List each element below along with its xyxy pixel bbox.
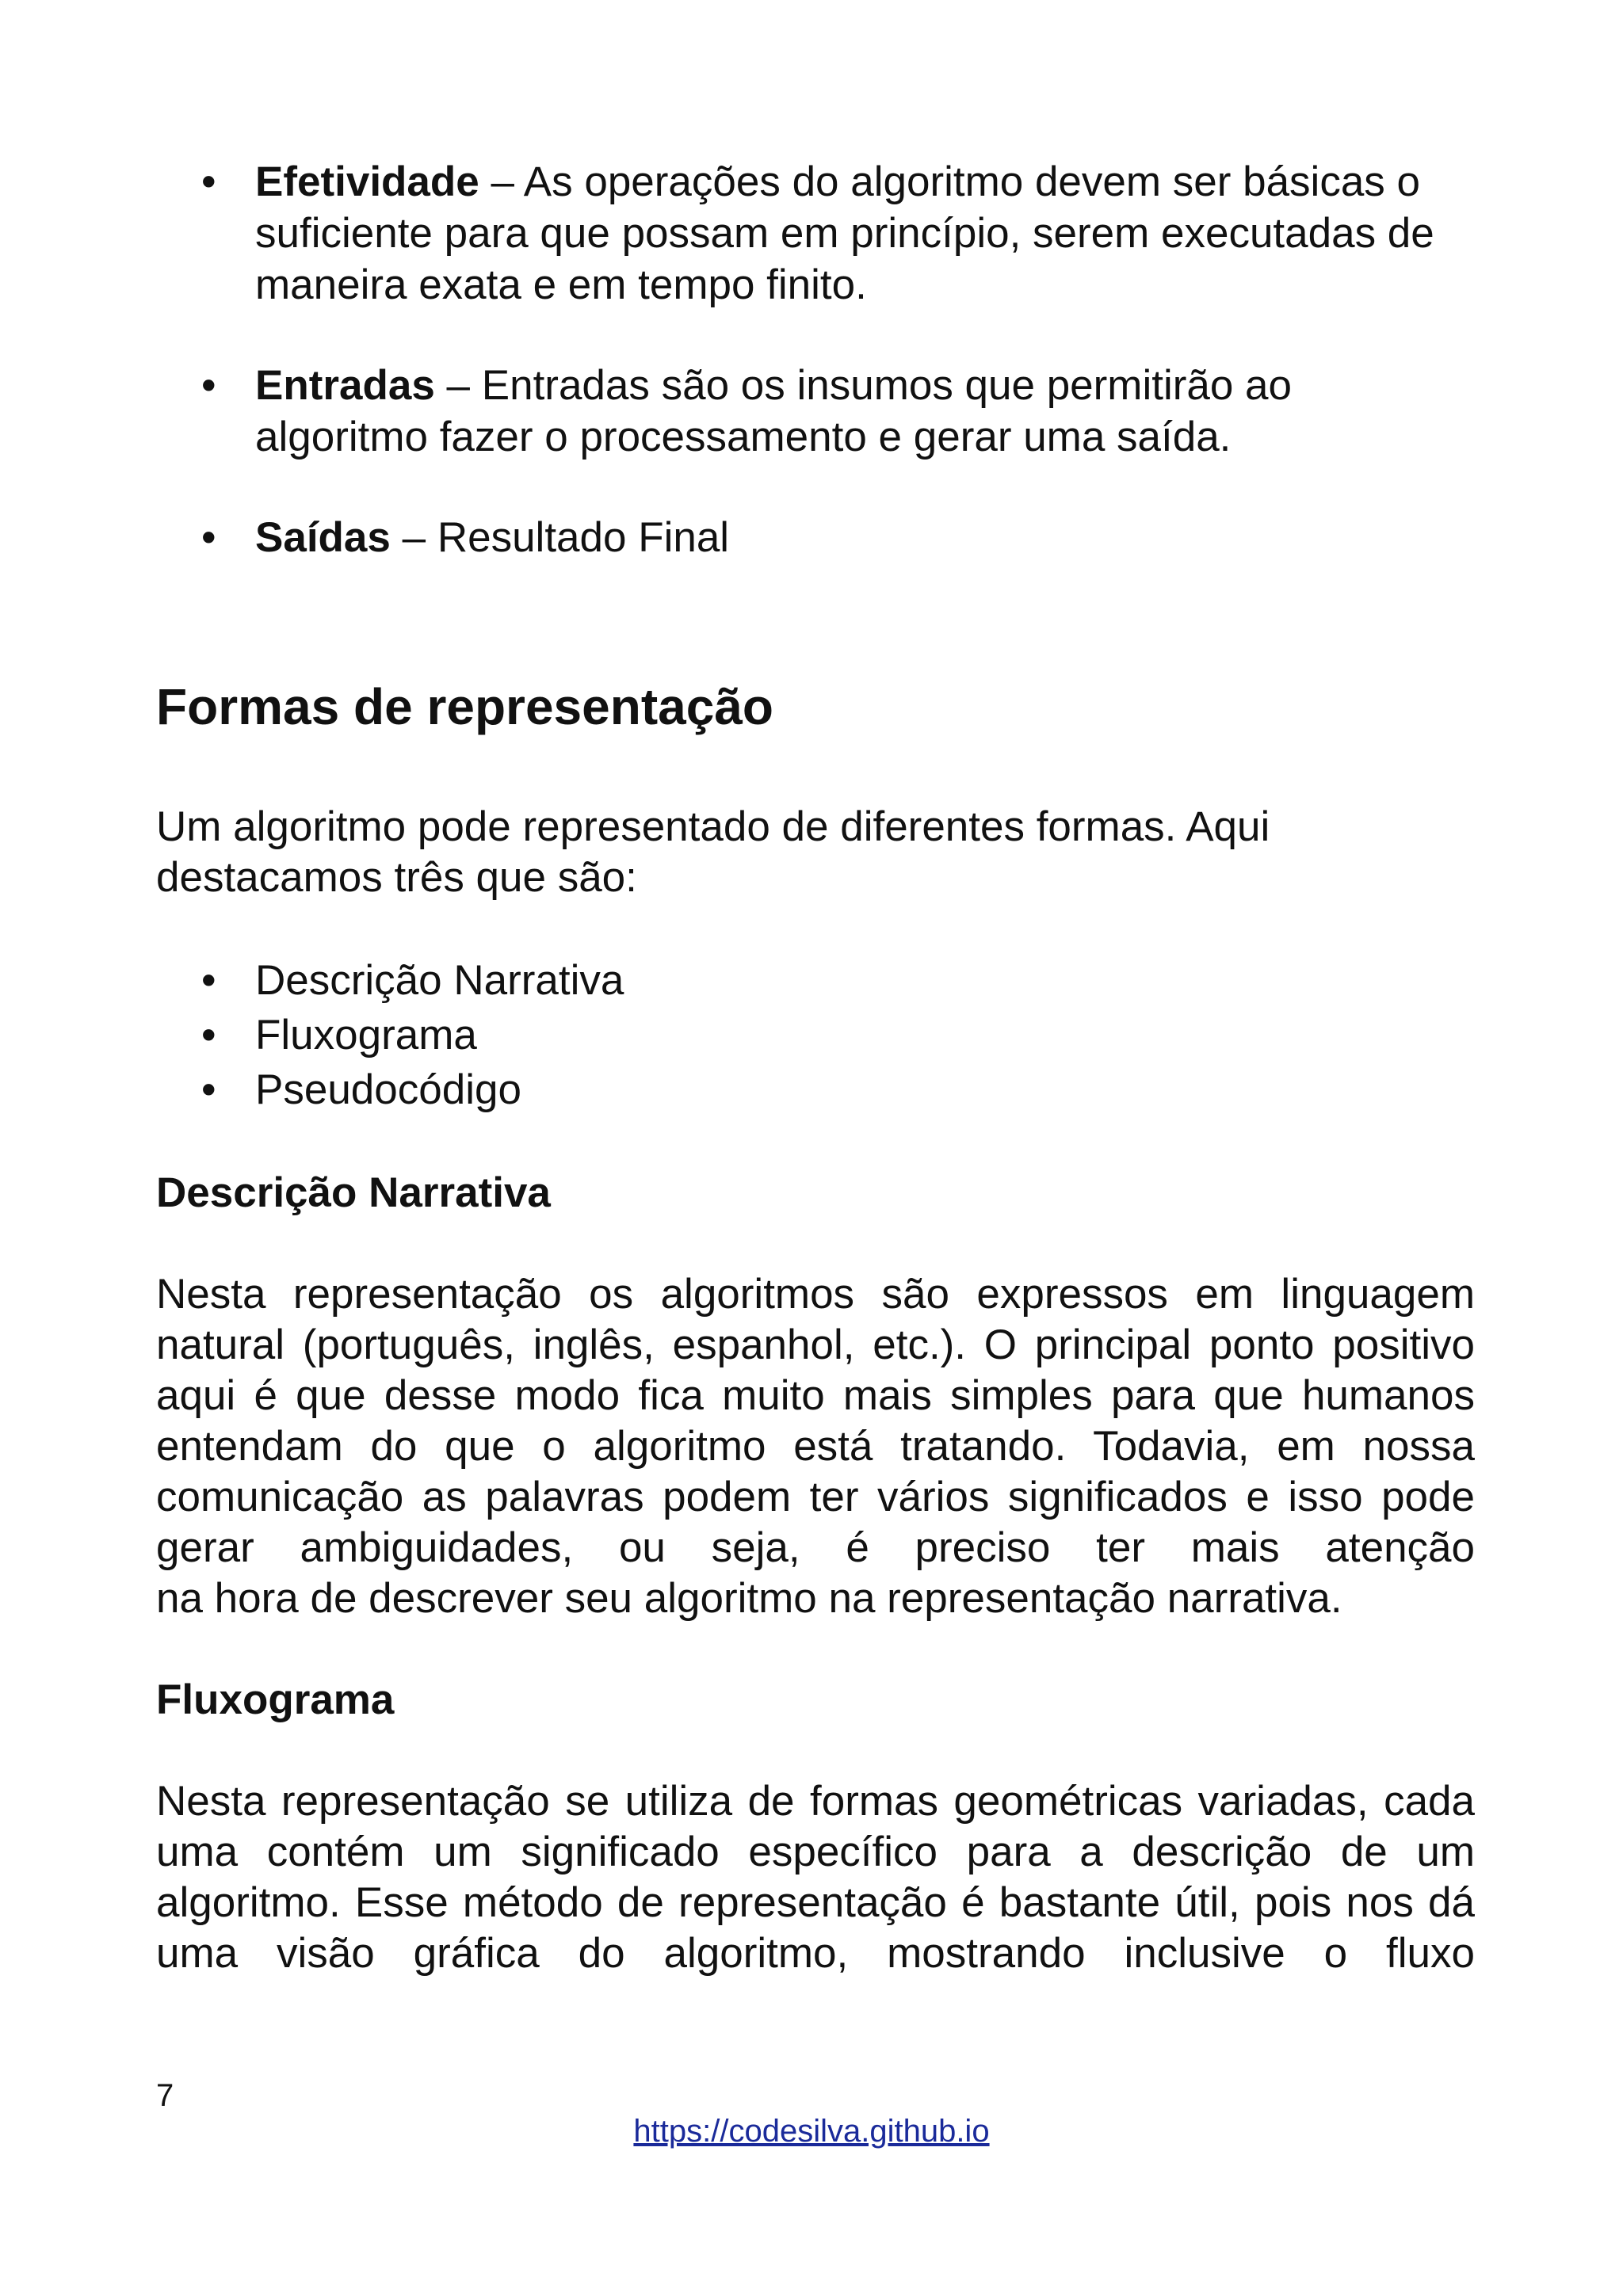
form-label: Fluxograma bbox=[255, 1012, 477, 1058]
footer-link[interactable]: https://codesilva.github.io bbox=[633, 2114, 990, 2149]
page-number: 7 bbox=[156, 2078, 174, 2113]
bullet-icon: • bbox=[201, 1012, 216, 1058]
term-label: Saídas bbox=[255, 514, 391, 561]
bullet-icon: • bbox=[201, 362, 216, 409]
term-label: Efetividade bbox=[255, 158, 479, 205]
narrativa-paragraph bbox=[156, 1269, 1475, 1573]
characteristics-list bbox=[156, 156, 1475, 612]
narrativa-body: Nesta representação os algoritmos são expressos em linguagem natural (português, inglês, espanhol, etc.). O principal ponto positivo aqui é que desse modo fica muito mais simples para que humanos entendam do que o algoritmo está tratando. Todavia, em nossa comunicação as palavras podem ter vários significados e isso pode gerar ambiguidades, ou seja, é preciso ter mais atenção bbox=[156, 1271, 1475, 1571]
subheading-descricao-narrativa: Descrição Narrativa bbox=[156, 1169, 551, 1216]
fluxograma-paragraph: Nesta representação se utiliza de formas geométricas variadas, cada uma contém um significado específico para a descrição de um algoritmo. Esse método de representação é bastante útil, pois nos dá uma visão gráfica do algoritmo, mostrando inclusive o fluxo bbox=[156, 1778, 1475, 1977]
form-label: Descrição Narrativa bbox=[255, 957, 624, 1004]
bullet-icon: • bbox=[201, 1066, 216, 1113]
intro-paragraph: Um algoritmo pode representado de diferentes formas. Aqui destacamos três que são: bbox=[156, 803, 1270, 901]
section-heading: Formas de representação bbox=[156, 678, 773, 735]
subheading-fluxograma: Fluxograma bbox=[156, 1676, 395, 1723]
bullet-icon: • bbox=[201, 514, 216, 561]
term-description: – Entradas são os insumos que permitirão ao algoritmo fazer o processamento e gerar uma saída. bbox=[255, 362, 1293, 460]
list-item-pseudocodigo bbox=[156, 1062, 1475, 1117]
term-description: – Resultado Final bbox=[390, 514, 730, 561]
bullet-icon: • bbox=[201, 158, 216, 205]
list-item-entradas bbox=[156, 360, 1475, 463]
list-item-saidas bbox=[156, 512, 1475, 563]
list-item-fluxograma bbox=[156, 1008, 1475, 1062]
forms-list bbox=[156, 953, 1475, 1117]
list-item-descricao-narrativa bbox=[156, 953, 1475, 1008]
list-item-efetividade bbox=[156, 156, 1475, 311]
narrativa-last-line: na hora de descrever seu algoritmo na representação narrativa. bbox=[156, 1575, 1342, 1622]
form-label: Pseudocódigo bbox=[255, 1066, 521, 1113]
term-label: Entradas bbox=[255, 362, 435, 409]
term-description: – As operações do algoritmo devem ser básicas o suficiente para que possam em princípio, serem executadas de maneira exata e em tempo finito. bbox=[255, 158, 1434, 308]
bullet-icon: • bbox=[201, 957, 216, 1004]
